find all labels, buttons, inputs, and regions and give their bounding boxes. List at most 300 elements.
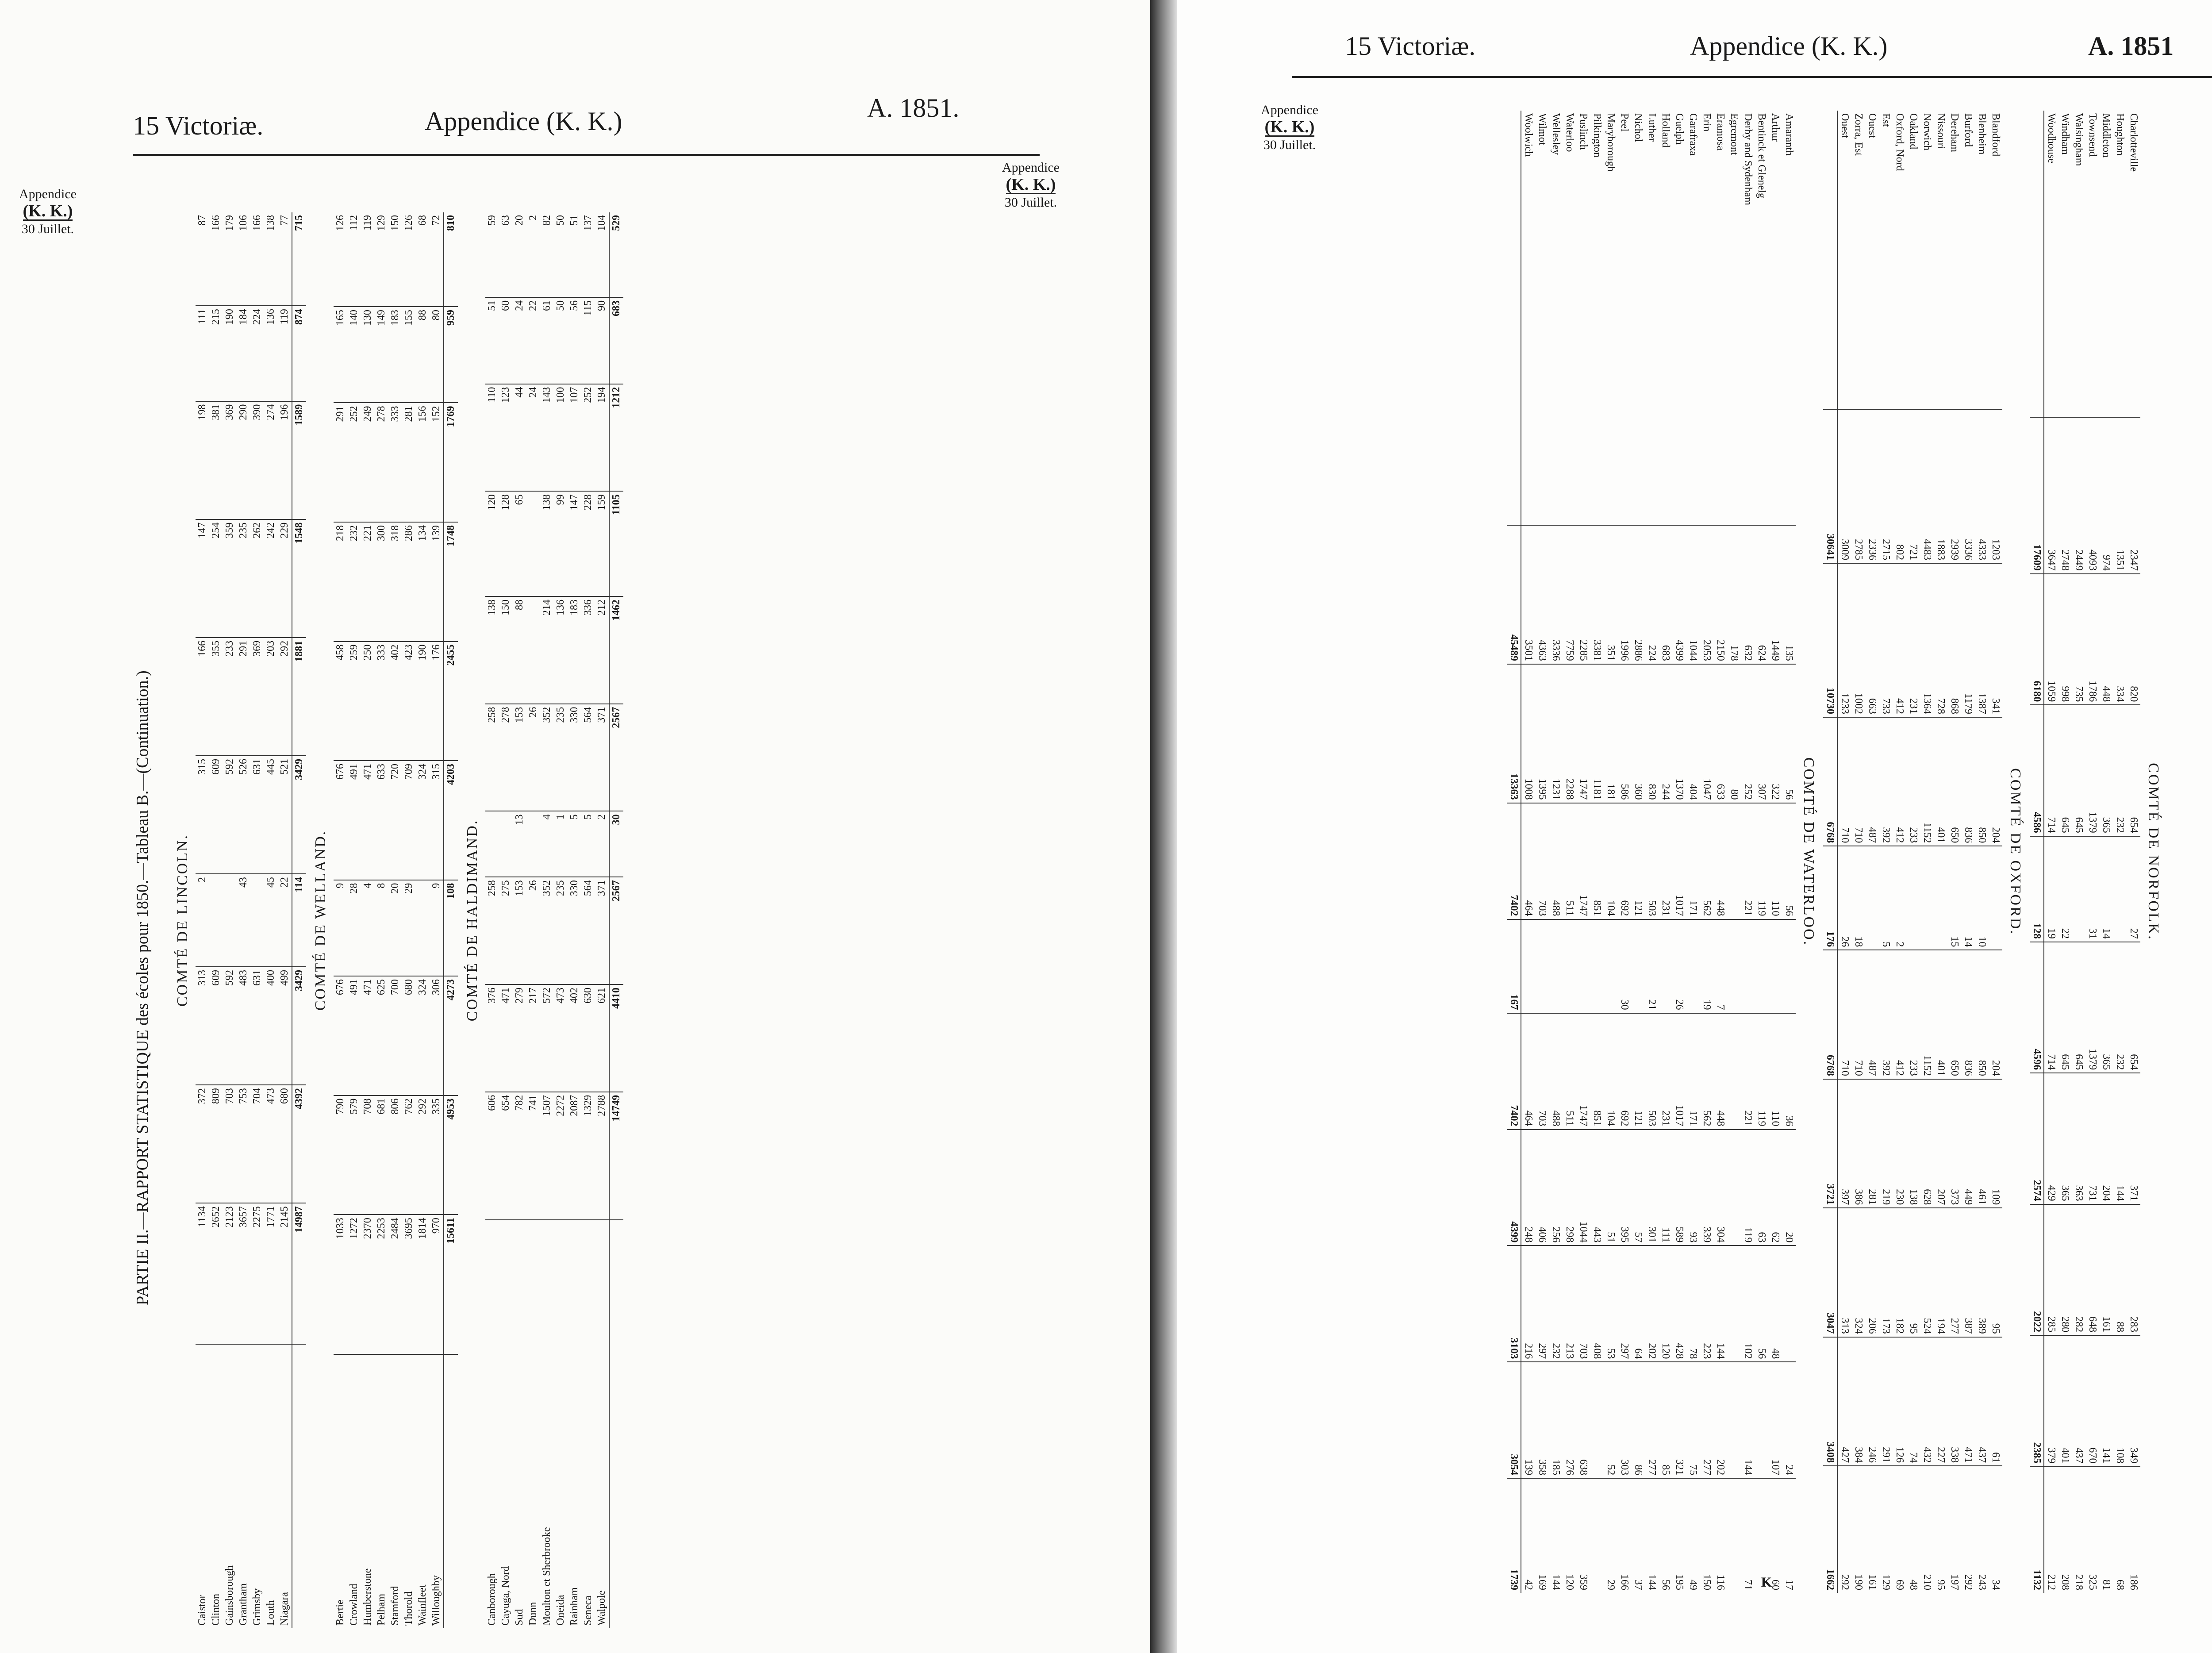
total-cell: 2455 <box>444 642 458 761</box>
table-cell: 633 <box>375 761 388 880</box>
table-cell: 412 <box>1893 563 1906 717</box>
table-row <box>2127 111 2140 1593</box>
table-cell: 369 <box>250 638 264 756</box>
table-cell: 352 <box>540 877 554 984</box>
township-name: Townsend <box>2087 113 2098 157</box>
table-cell: 213 <box>1563 1246 1576 1362</box>
table-cell: 59 <box>485 212 499 297</box>
table-cell: 36 <box>1782 1013 1796 1130</box>
table-cell: 4333 <box>1975 409 1989 563</box>
table-cell: 291 <box>334 403 347 522</box>
township-name: Puslinch <box>1578 113 1589 150</box>
right-side-note-right <box>2208 102 2212 154</box>
table-cell: 1814 <box>416 1215 430 1354</box>
table-cell: 681 <box>375 1096 388 1215</box>
township-name: Louth <box>265 1600 276 1626</box>
table-cell: 633 <box>1713 664 1727 803</box>
table-cell: 43 <box>237 874 250 967</box>
table-row <box>209 212 223 1628</box>
table-cell: 277 <box>1700 1362 1713 1478</box>
table-cell: 26 <box>526 704 540 811</box>
side-note-title: Appendice <box>1002 160 1060 175</box>
table-cell: 1507 <box>540 1092 554 1220</box>
table-cell: 252 <box>347 403 361 522</box>
total-cell: 3054 <box>1507 1362 1521 1478</box>
total-cell: 683 <box>609 297 623 384</box>
table-cell <box>1768 919 1782 1013</box>
table-cell: 138 <box>485 596 499 704</box>
table-cell: 106 <box>237 212 250 306</box>
table-cell: 232 <box>2113 705 2127 836</box>
table-cell: 204 <box>2099 1073 2113 1204</box>
table-cell: 488 <box>1549 803 1563 919</box>
table-cell <box>1755 919 1768 1013</box>
table-row <box>347 212 361 1628</box>
table-cell: 631 <box>250 967 264 1085</box>
table-cell: 499 <box>278 967 292 1085</box>
table-row <box>1686 111 1700 1593</box>
table-cell: 144 <box>2113 1073 2127 1204</box>
table-cell: 90 <box>595 297 609 384</box>
total-row <box>1507 111 1521 1593</box>
table-cell: 231 <box>1659 1013 1672 1130</box>
table-row <box>1521 111 1535 1593</box>
township-name: Crowland <box>348 1584 360 1626</box>
table-row <box>1727 111 1741 1593</box>
table-cell: 448 <box>1713 1013 1727 1130</box>
table-cell: 78 <box>1686 1246 1700 1362</box>
table-cell: 2053 <box>1700 525 1713 664</box>
total-cell: 4410 <box>609 984 623 1092</box>
township-name: Dereham <box>1949 113 1960 152</box>
table-cell: 291 <box>237 638 250 756</box>
table-cell: 95 <box>1934 1466 1947 1593</box>
table-cell: 120 <box>485 491 499 596</box>
township-name: Erin <box>1701 113 1713 132</box>
table-cell: 56 <box>1755 1246 1768 1362</box>
left-header-center: Appendice (K. K.) <box>425 107 622 136</box>
table-cell: 30 <box>1617 919 1631 1013</box>
table-cell: 208 <box>2058 1467 2072 1593</box>
table-cell <box>2072 836 2085 942</box>
table-cell: 88 <box>2113 1204 2127 1335</box>
table-cell: 2145 <box>278 1203 292 1344</box>
table-row <box>1563 111 1576 1593</box>
table-cell: 562 <box>1700 803 1713 919</box>
table-cell: 2 <box>1893 846 1906 950</box>
table-cell: 400 <box>264 967 278 1085</box>
table-cell: 359 <box>1576 1478 1590 1593</box>
table-cell: 290 <box>237 401 250 519</box>
table-cell: 183 <box>568 596 581 704</box>
table-cell: 1771 <box>264 1203 278 1344</box>
table-cell: 1044 <box>1686 525 1700 664</box>
table-cell: 458 <box>334 642 347 761</box>
table-cell: 692 <box>1617 1013 1631 1130</box>
table-cell: 1379 <box>2085 705 2099 836</box>
table-row <box>540 212 554 1628</box>
table-cell: 307 <box>1755 664 1768 803</box>
table-cell: 204 <box>1989 950 2002 1079</box>
table-cell: 134 <box>416 522 430 642</box>
table-cell: 50 <box>554 297 568 384</box>
table-cell: 60 <box>1768 1478 1782 1593</box>
table-cell: 147 <box>196 519 209 638</box>
table-cell: 183 <box>388 307 402 403</box>
table-cell <box>485 811 499 877</box>
table-cell: 24 <box>526 384 540 492</box>
table-cell: 278 <box>375 403 388 522</box>
township-name: Peel <box>1619 113 1630 132</box>
table-cell: 2939 <box>1947 409 1961 563</box>
side-note-date: 30 Juillet. <box>1263 138 1316 152</box>
table-cell: 1 <box>554 811 568 877</box>
table-cell: 2484 <box>388 1215 402 1354</box>
table-cell: 2272 <box>554 1092 568 1220</box>
table-cell: 526 <box>237 756 250 874</box>
table-cell: 147 <box>568 491 581 596</box>
table-cell: 137 <box>581 212 595 297</box>
table-cell: 625 <box>375 976 388 1096</box>
table-cell: 624 <box>1755 525 1768 664</box>
table-cell: 461 <box>1975 1079 1989 1208</box>
table-cell <box>1563 919 1576 1013</box>
township-name: Guelph <box>1674 113 1685 145</box>
township-name: Arthur <box>1770 113 1781 142</box>
total-cell: 14987 <box>292 1203 306 1344</box>
table-cell: 428 <box>1672 1246 1686 1362</box>
township-name: Niagara <box>279 1592 290 1626</box>
table-cell: 782 <box>513 1092 526 1220</box>
table-cell: 26 <box>1837 846 1851 950</box>
township-name: Grantham <box>238 1583 249 1626</box>
table-row <box>1961 111 1975 1593</box>
table-cell: 1017 <box>1672 803 1686 919</box>
table-cell: 379 <box>2044 1335 2058 1466</box>
table-cell: 1002 <box>1851 563 1865 717</box>
table-cell: 123 <box>499 384 513 492</box>
table-cell: 53 <box>1604 1246 1617 1362</box>
table-cell: 292 <box>1961 1466 1975 1593</box>
table-cell: 228 <box>581 491 595 596</box>
table-cell: 5 <box>581 811 595 877</box>
table-cell: 126 <box>334 212 347 307</box>
table-cell: 606 <box>485 1092 499 1220</box>
table-cell: 119 <box>361 212 375 307</box>
total-cell: 4586 <box>2030 705 2044 836</box>
table-cell: 2370 <box>361 1215 375 1354</box>
table-cell: 75 <box>1686 1362 1700 1478</box>
table-row <box>375 212 388 1628</box>
table-cell: 121 <box>1631 1013 1645 1130</box>
total-cell: 1662 <box>1823 1466 1837 1593</box>
table-cell: 14 <box>2099 836 2113 942</box>
table-cell: 258 <box>485 877 499 984</box>
table-cell <box>250 874 264 967</box>
table-cell: 153 <box>513 704 526 811</box>
table-cell: 406 <box>1535 1130 1549 1246</box>
township-name: Middleton <box>2101 113 2112 158</box>
table-cell: 7759 <box>1563 525 1576 664</box>
table-cell: 4 <box>540 811 554 877</box>
township-name: Eramosa <box>1715 113 1726 150</box>
table-cell: 61 <box>540 297 554 384</box>
table-cell: 609 <box>209 756 223 874</box>
table-cell: 710 <box>1851 717 1865 846</box>
table-cell: 1272 <box>347 1215 361 1354</box>
table-cell: 242 <box>264 519 278 638</box>
total-cell: 3721 <box>1823 1079 1837 1208</box>
table-row <box>526 212 540 1628</box>
table-cell: 63 <box>1755 1130 1768 1246</box>
table-cell: 1044 <box>1576 1130 1590 1246</box>
table-cell: 285 <box>2044 1204 2058 1335</box>
table-cell: 511 <box>1563 803 1576 919</box>
side-note-title: Appendice <box>1261 103 1318 117</box>
table-cell: 402 <box>388 642 402 761</box>
table-cell: 445 <box>264 756 278 874</box>
table-cell: 29 <box>402 880 416 976</box>
table-cell: 1203 <box>1989 409 2002 563</box>
table-cell: 654 <box>499 1092 513 1220</box>
county-title: COMTÉ DE OXFORD. <box>2007 768 2024 935</box>
table-cell: 297 <box>1535 1246 1549 1362</box>
table-row <box>1879 111 1893 1593</box>
table-cell: 321 <box>1672 1362 1686 1478</box>
table-cell: 2253 <box>375 1215 388 1354</box>
table-cell: 448 <box>2099 574 2113 705</box>
table-cell: 190 <box>1851 1466 1865 1593</box>
table-cell: 129 <box>375 212 388 307</box>
table-cell: 1179 <box>1961 563 1975 717</box>
total-row <box>444 212 458 1628</box>
table-cell: 4 <box>361 880 375 976</box>
table-cell: 195 <box>1672 1478 1686 1593</box>
total-cell: 2574 <box>2030 1073 2044 1204</box>
table-cell: 676 <box>334 761 347 880</box>
table-cell: 155 <box>402 307 416 403</box>
table-cell: 1329 <box>581 1092 595 1220</box>
table-cell: 592 <box>223 756 237 874</box>
table-cell: 1181 <box>1590 664 1604 803</box>
total-cell: 10730 <box>1823 563 1837 717</box>
table-cell: 728 <box>1934 563 1947 717</box>
township-name: Holland <box>1660 113 1671 148</box>
left-header-left: 15 Victoriæ. <box>133 111 264 140</box>
table-cell: 1747 <box>1576 1013 1590 1130</box>
table-row <box>1741 111 1755 1593</box>
table-row <box>499 212 513 1628</box>
table-cell: 166 <box>1617 1478 1631 1593</box>
table-cell: 107 <box>568 384 581 492</box>
table-cell: 44 <box>513 384 526 492</box>
table-cell: 589 <box>1672 1130 1686 1246</box>
table-cell: 2785 <box>1851 409 1865 563</box>
right-rotated-table <box>1371 111 2168 1593</box>
table-cell: 278 <box>499 704 513 811</box>
table-cell: 277 <box>1947 1208 1961 1337</box>
table-cell <box>1782 919 1796 1013</box>
table-cell <box>1741 919 1755 1013</box>
table-cell: 1017 <box>1672 1013 1686 1130</box>
total-cell: 4273 <box>444 976 458 1096</box>
table-cell: 579 <box>347 1096 361 1215</box>
table-cell: 731 <box>2085 1073 2099 1204</box>
side-note-title <box>2208 102 2212 119</box>
table-cell: 221 <box>1741 1013 1755 1130</box>
table-cell: 231 <box>1906 563 1920 717</box>
table-cell: 119 <box>1741 1130 1755 1246</box>
table-cell: 129 <box>1879 1466 1893 1593</box>
table-cell: 204 <box>1989 717 2002 846</box>
left-blocks <box>168 212 623 1628</box>
table-cell: 82 <box>540 212 554 297</box>
table-cell: 306 <box>430 976 444 1096</box>
table-cell <box>1686 919 1700 1013</box>
table-cell: 2087 <box>568 1092 581 1220</box>
table-cell: 521 <box>278 756 292 874</box>
table-cell: 868 <box>1947 563 1961 717</box>
table-cell: 371 <box>595 704 609 811</box>
table-cell: 277 <box>1645 1362 1659 1478</box>
table-row <box>1659 111 1672 1593</box>
table-cell: 809 <box>209 1085 223 1203</box>
table-cell: 503 <box>1645 1013 1659 1130</box>
table-cell: 215 <box>209 306 223 401</box>
table-cell: 203 <box>264 638 278 756</box>
table-cell: 322 <box>1768 664 1782 803</box>
table-cell: 408 <box>1590 1246 1604 1362</box>
table-cell: 56 <box>1659 1478 1672 1593</box>
table-cell: 301 <box>1645 1130 1659 1246</box>
table-cell: 2288 <box>1563 664 1576 803</box>
table-cell: 397 <box>1837 1079 1851 1208</box>
side-note-date: 30 Juillet. <box>1004 195 1057 210</box>
table-cell: 1449 <box>1768 525 1782 664</box>
table-cell: 5 <box>568 811 581 877</box>
table-row <box>1837 111 1851 1593</box>
table-row <box>1782 111 1796 1593</box>
table-cell: 1883 <box>1934 409 1947 563</box>
township-name: Ouest <box>1866 113 1878 138</box>
table-cell: 851 <box>1590 1013 1604 1130</box>
total-cell: 3047 <box>1823 1208 1837 1337</box>
table-row <box>1865 111 1879 1593</box>
page-mark: K <box>1761 1575 1772 1590</box>
total-row <box>2030 111 2044 1593</box>
table-cell: 110 <box>1768 803 1782 919</box>
table-cell: 13 <box>513 811 526 877</box>
table-cell: 93 <box>1686 1130 1700 1246</box>
table-row <box>361 212 375 1628</box>
table-cell: 292 <box>278 638 292 756</box>
table-cell: 680 <box>278 1085 292 1203</box>
township-name: Oxford, Nord <box>1894 113 1905 171</box>
side-note-code: (K. K.) <box>23 202 73 220</box>
township-name: Sud <box>514 1609 525 1626</box>
table-cell: 390 <box>250 401 264 519</box>
table-row <box>1934 111 1947 1593</box>
total-cell: 108 <box>444 880 458 976</box>
table-cell: 150 <box>1700 1478 1713 1593</box>
county-table <box>485 212 623 1628</box>
township-name: Caistor <box>196 1595 208 1626</box>
table-row <box>1590 111 1604 1593</box>
county-table <box>2030 111 2140 1593</box>
township-name: Blenheim <box>1976 113 1988 155</box>
table-cell: 80 <box>430 307 444 403</box>
table-cell: 197 <box>1947 1466 1961 1593</box>
table-cell: 61 <box>1989 1337 2002 1466</box>
table-cell: 254 <box>209 519 223 638</box>
table-cell <box>499 811 513 877</box>
table-cell: 81 <box>2099 1467 2113 1593</box>
right-side-note-left <box>1239 102 1340 154</box>
table-cell: 276 <box>1563 1362 1576 1478</box>
table-cell <box>1727 919 1741 1013</box>
table-cell: 359 <box>223 519 237 638</box>
table-cell: 313 <box>196 967 209 1085</box>
table-cell: 2275 <box>250 1203 264 1344</box>
table-cell: 632 <box>1741 525 1755 664</box>
total-cell: 167 <box>1507 919 1521 1013</box>
table-cell: 196 <box>278 401 292 519</box>
table-cell: 248 <box>1521 1130 1535 1246</box>
table-cell: 427 <box>1837 1337 1851 1466</box>
table-cell: 235 <box>237 519 250 638</box>
table-cell <box>1604 919 1617 1013</box>
table-cell: 401 <box>1934 717 1947 846</box>
side-note-date: 30 Juillet. <box>21 222 74 236</box>
total-cell: 2567 <box>609 704 623 811</box>
total-cell: 13363 <box>1507 664 1521 803</box>
table-cell: 335 <box>430 1096 444 1215</box>
table-cell: 68 <box>416 212 430 307</box>
table-cell: 21 <box>1645 919 1659 1013</box>
table-cell: 437 <box>1975 1337 1989 1466</box>
table-cell: 60 <box>499 297 513 384</box>
table-cell: 156 <box>416 403 430 522</box>
table-cell: 85 <box>1659 1362 1672 1478</box>
table-cell: 670 <box>2085 1335 2099 1466</box>
table-cell: 153 <box>513 877 526 984</box>
township-name: Cayuga, Nord <box>500 1566 511 1626</box>
table-cell: 252 <box>581 384 595 492</box>
table-cell: 471 <box>361 976 375 1096</box>
township-name: Canborough <box>486 1573 498 1626</box>
table-cell: 2788 <box>595 1092 609 1220</box>
table-cell: 31 <box>2085 836 2099 942</box>
table-cell: 112 <box>347 212 361 307</box>
table-cell: 139 <box>430 522 444 642</box>
table-cell: 221 <box>1741 803 1755 919</box>
table-cell: 29 <box>1604 1478 1617 1593</box>
table-cell: 159 <box>595 491 609 596</box>
total-cell: 7402 <box>1507 803 1521 919</box>
table-cell: 116 <box>1713 1478 1727 1593</box>
table-cell: 820 <box>2127 574 2140 705</box>
table-cell: 464 <box>1521 803 1535 919</box>
table-cell: 212 <box>595 596 609 704</box>
table-cell: 621 <box>595 984 609 1092</box>
table-cell: 2150 <box>1713 525 1727 664</box>
table-row <box>334 212 347 1628</box>
table-cell: 4093 <box>2085 417 2099 574</box>
table-cell: 65 <box>513 491 526 596</box>
table-cell: 338 <box>1947 1337 1961 1466</box>
table-cell: 77 <box>278 212 292 306</box>
table-cell: 631 <box>250 756 264 874</box>
